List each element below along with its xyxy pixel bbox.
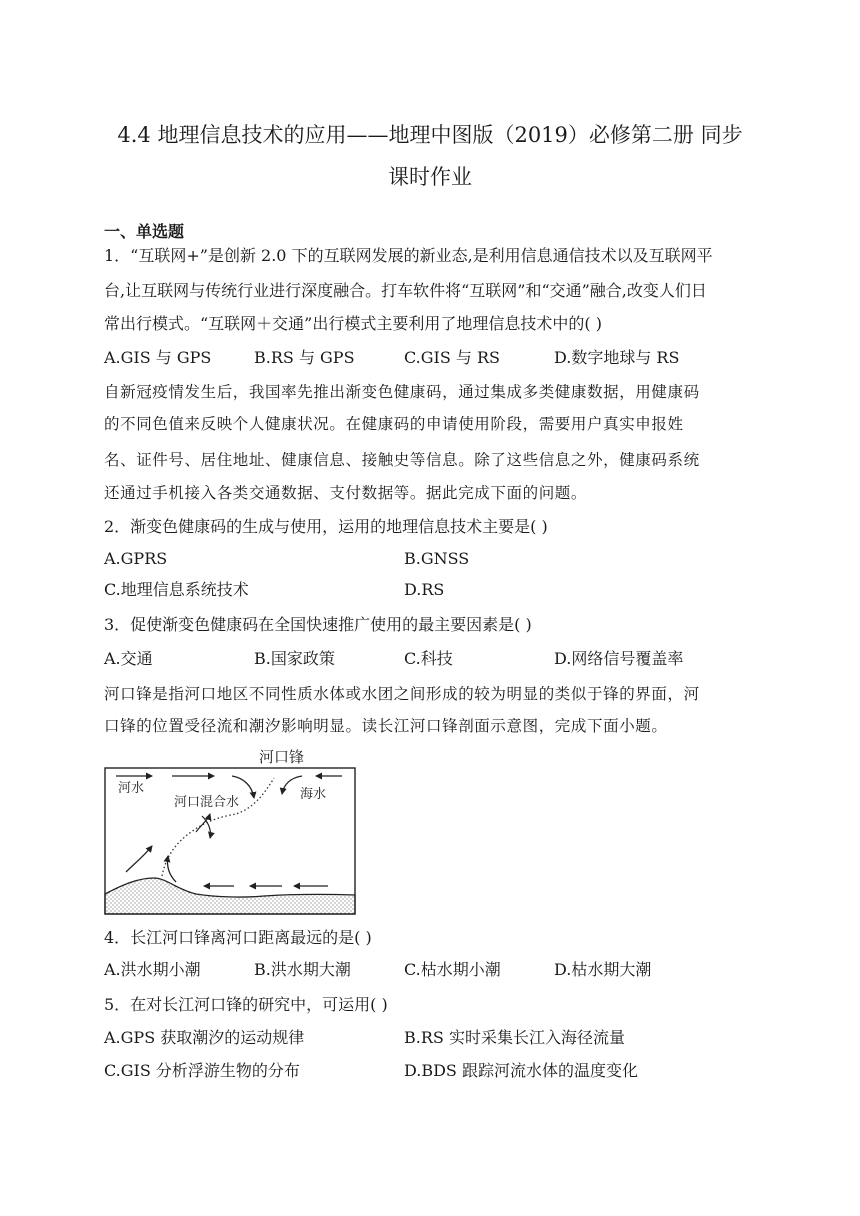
sea-water-label: 海水: [300, 787, 327, 802]
question-1-stem-line: 1．“互联网+”是创新 2.0 下的互联网发展的新业态,是利用信息通信技术以及互联网平: [104, 246, 713, 265]
question-4-option-c[interactable]: C.枯水期小潮: [404, 960, 501, 979]
question-3-option-a[interactable]: A.交通: [104, 649, 153, 668]
estuary-front-diagram: [104, 744, 356, 920]
page-title-line-1: 4.4 地理信息技术的应用——地理中图版（2019）必修第二册 同步: [117, 123, 743, 147]
material-1-line: 还通过手机接入各类交通数据、支付数据等。据此完成下面的问题。: [104, 484, 588, 502]
question-5-option-b[interactable]: B.RS 实时采集长江入海径流量: [404, 1028, 625, 1047]
question-2-option-b[interactable]: B.GNSS: [404, 549, 470, 568]
page-title-line-2: 课时作业: [388, 165, 472, 189]
question-2-option-c[interactable]: C.地理信息系统技术: [104, 580, 249, 599]
mixed-water-label: 河口混合水: [174, 795, 240, 810]
question-1-stem-line: 常出行模式。“互联网＋交通”出行模式主要利用了地理信息技术中的( ): [104, 314, 602, 333]
material-1-line: 的不同色值来反映个人健康状况。在健康码的申请使用阶段，需要用户真实申报姓: [104, 415, 684, 433]
question-1-option-b[interactable]: B.RS 与 GPS: [254, 348, 355, 367]
front-interface-line: [162, 778, 274, 876]
question-2-stem: 2．渐变色健康码的生成与使用，运用的地理信息技术主要是( ): [104, 517, 548, 536]
sea-flow-arrow: [282, 776, 302, 794]
question-3-option-b[interactable]: B.国家政策: [254, 649, 335, 668]
river-water-label: 河水: [118, 781, 145, 796]
question-3-option-d[interactable]: D.网络信号覆盖率: [554, 649, 684, 668]
question-5-option-d[interactable]: D.BDS 跟踪河流水体的温度变化: [404, 1061, 638, 1080]
question-3-stem: 3．促使渐变色健康码在全国快速推广使用的最主要因素是( ): [104, 615, 532, 634]
question-5-option-a[interactable]: A.GPS 获取潮汐的运动规律: [104, 1028, 305, 1047]
question-2-option-a[interactable]: A.GPRS: [104, 549, 168, 568]
question-5-stem: 5．在对长江河口锋的研究中，可运用( ): [104, 995, 388, 1014]
question-4-option-b[interactable]: B.洪水期大潮: [254, 960, 351, 979]
question-1-option-c[interactable]: C.GIS 与 RS: [404, 348, 501, 367]
front-label: 河口锋: [259, 748, 305, 766]
question-1-option-d[interactable]: D.数字地球与 RS: [554, 348, 680, 367]
seabed-sediment: [105, 878, 355, 914]
upwelling-arrow: [167, 856, 176, 882]
question-2-option-d[interactable]: D.RS: [404, 580, 445, 599]
material-2-line: 口锋的位置受径流和潮汐影响明显。读长江河口锋剖面示意图，完成下面小题。: [104, 717, 668, 735]
question-3-option-c[interactable]: C.科技: [404, 649, 453, 668]
section-heading: 一、单选题: [104, 222, 185, 241]
question-4-stem: 4．长江河口锋离河口距离最远的是( ): [104, 928, 372, 947]
material-2-line: 河口锋是指河口地区不同性质水体或水团之间形成的较为明显的类似于锋的界面，河: [104, 685, 700, 703]
upwelling-arrow: [126, 846, 152, 872]
question-1-stem-line: 台,让互联网与传统行业进行深度融合。打车软件将“互联网”和“交通”融合,改变人们日: [104, 281, 707, 300]
question-4-option-a[interactable]: A.洪水期小潮: [104, 960, 201, 979]
material-1-line: 自新冠疫情发生后，我国率先推出渐变色健康码，通过集成多类健康数据，用健康码: [104, 383, 700, 401]
question-5-option-c[interactable]: C.GIS 分析浮游生物的分布: [104, 1061, 300, 1080]
material-1-line: 名、证件号、居住地址、健康信息、接触史等信息。除了这些信息之外，健康码系统: [104, 451, 700, 469]
question-1-option-a[interactable]: A.GIS 与 GPS: [104, 348, 212, 367]
question-4-option-d[interactable]: D.枯水期大潮: [554, 960, 652, 979]
